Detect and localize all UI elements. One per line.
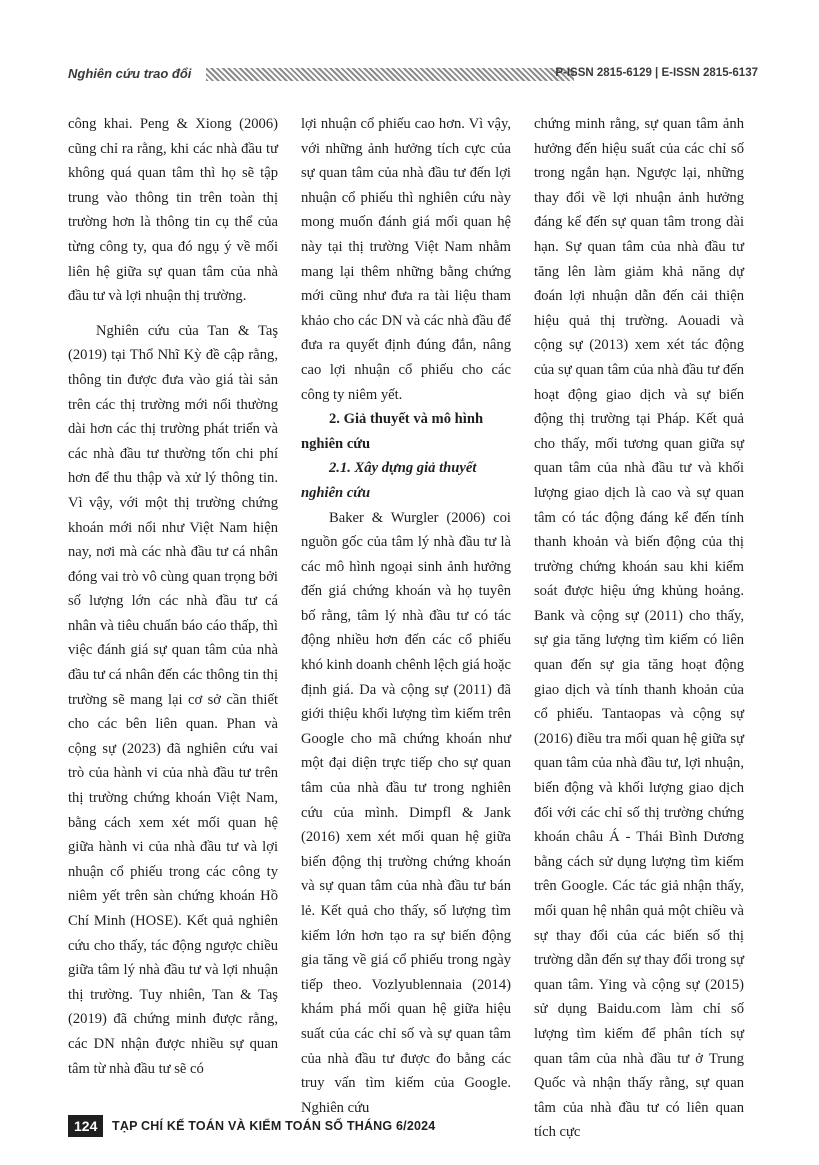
- running-header: [68, 66, 758, 84]
- text-column-3: [534, 112, 744, 1145]
- paragraph: Baker & Wurgler (2006) coi nguồn gốc của tâm lý nhà đầu tư là các mô hình ngoại sinh ảnh hưởng đến giá chứng khoán và họ tuyên bố rằng, tâm lý nhà đầu tư có tác động nhiều hơn đến các cổ phiếu khó kinh doanh chênh lệch giá hoặc định giá. Da và cộng sự (2011) đã giới thiệu khối lượng tìm kiếm trên Google cho mã chứng khoán như một đại diện trực tiếp cho sự quan tâm của nhà đầu tư trong nghiên cứu của mình. Dimpfl & Jank (2016) xem xét mối quan hệ giữa biến động thị trường chứng khoán và sự quan tâm của nhà đầu tư bán lẻ. Kết quả cho thấy, số lượng tìm kiếm lớn hơn tạo ra sự biến động gia tăng về giá cổ phiếu trong ngày tiếp theo. Vozlyublennaia (2014) khám phá mối quan hệ giữa hiệu suất của các chỉ số và sự quan tâm của nhà đầu tư được đo bằng các truy vấn tìm kiếm của Google. Nghiên cứu: [301, 509, 511, 1116]
- paragraph: Nghiên cứu của Tan & Taş (2019) tại Thổ Nhĩ Kỳ đề cập rằng, thông tin được đưa vào giá tài sản trên các thị trường mới nổi thường dài hơn các thị trường phát triển và các nhà đầu tư thường tốn chi phí hơn để thu thập và xử lý thông tin. Vì vậy, với một thị trường chứng khoán mới nổi như Việt Nam hiện nay, nơi mà các nhà đầu tư cá nhân đóng vai trò vô cùng quan trọng bởi số lượng lớn các nhà đầu tư cá nhân và tiêu chuẩn báo cáo thấp, thì việc đánh giá sự quan tâm của nhà đầu tư cá nhân đến các thông tin thị trường sẽ mang lại cơ sở cần thiết cho các bên liên quan. Phan và cộng sự (2023) đã nghiên cứu vai trò của hành vi của nhà đầu tư trên thị trường chứng khoán Việt Nam, bằng cách xem xét mối quan hệ giữa hành vi của nhà đầu tư và lợi nhuận cổ phiếu trong các công ty niêm yết trên sàn chứng khoán Hồ Chí Minh (HOSE). Kết quả nghiên cứu cho thấy, tác động ngược chiều giữa tâm lý nhà đầu tư và lợi nhuận thị trường. Tuy nhiên, Tan & Taş (2019) đã chứng minh được rằng, các DN nhận được nhiều sự quan tâm từ nhà đầu tư sẽ có: [68, 322, 278, 1077]
- journal-title: TẠP CHÍ KẾ TOÁN VÀ KIỂM TOÁN SỐ THÁNG 6/2024: [112, 1119, 436, 1133]
- paragraph: công khai. Peng & Xiong (2006) cũng chỉ ra rằng, khi các nhà đầu tư không quá quan tâm thì họ sẽ tập trung vào thông tin trên toàn thị trường hơn là thông tin cụ thể của từng công ty, qua đó ngụ ý về mối liên hệ giữa sự quan tâm của nhà đầu tư và lợi nhuận thị trường.: [68, 116, 278, 305]
- subsection-heading: 2.1. Xây dựng giả thuyết nghiên cứu: [301, 460, 477, 501]
- text-column-1: [68, 112, 278, 1081]
- section-heading: 2. Giả thuyết và mô hình nghiên cứu: [301, 411, 484, 452]
- header-decoration-bar: [206, 68, 574, 81]
- issn-label: P-ISSN 2815-6129 | E-ISSN 2815-6137: [555, 67, 758, 79]
- page-footer: [68, 1115, 768, 1137]
- paragraph: lợi nhuận cổ phiếu cao hơn. Vì vậy, với những ảnh hưởng tích cực của sự quan tâm của nhà đầu tư đến lợi nhuận cổ phiếu thì nghiên cứu này mong muốn đánh giá mối quan hệ này tại thị trường Việt Nam nhằm mang lại thêm những bằng chứng mới cũng như đưa ra tài liệu tham khảo cho các DN và các nhà đầu để đưa ra quyết định đúng đắn, nâng cao lợi nhuận cổ phiếu cho các công ty niêm yết.: [301, 116, 511, 403]
- page-number: 124: [68, 1115, 103, 1137]
- paragraph: chứng minh rằng, sự quan tâm ảnh hưởng đến hiệu suất của các chỉ số trong ngắn hạn. Ngược lại, những thay đổi về lợi nhuận ảnh hưởng đáng kể đến sự quan tâm trong dài hạn. Sự quan tâm của nhà đầu tư tăng lên làm giảm khả năng dự đoán lợi nhuận dẫn đến cải thiện hiệu quả thị trường. Aouadi và cộng sự (2013) xem xét tác động của sự quan tâm của nhà đầu tư đến hoạt động giao dịch và sự biến động thị trường tại Pháp. Kết quả cho thấy, mối tương quan giữa sự quan tâm của nhà đầu tư và khối lượng giao dịch là cao và sự quan tâm có tác động đáng kể đến tính thanh khoản và biến động của thị trường chứng khoán sau khi kiểm soát được hiệu ứng khủng hoảng. Bank và cộng sự (2011) cho thấy, sự gia tăng lượng tìm kiếm có liên quan đến sự gia tăng hoạt động giao dịch và tính thanh khoản của cổ phiếu. Tantaopas và cộng sự (2016) điều tra mối quan hệ giữa sự quan tâm của nhà đầu tư, lợi nhuận, biến động và khối lượng giao dịch đối với các chỉ số thị trường chứng khoán châu Á - Thái Bình Dương bằng cách sử dụng lượng tìm kiếm trên Google. Các tác giả nhận thấy, mối quan hệ nhân quả một chiều và sự thay đổi của các biến số thị trường dẫn đến sự thay đổi trong sự quan tâm. Ying và cộng sự (2015) sử dụng Baidu.com làm chỉ số lượng tìm kiếm để phân tích sự quan tâm của nhà đầu tư ở Trung Quốc và nhận thấy rằng, sự quan tâm của nhà đầu tư có liên quan tích cực: [534, 116, 744, 1141]
- section-title: Nghiên cứu trao đổi: [68, 66, 192, 81]
- text-column-2: [301, 112, 511, 1120]
